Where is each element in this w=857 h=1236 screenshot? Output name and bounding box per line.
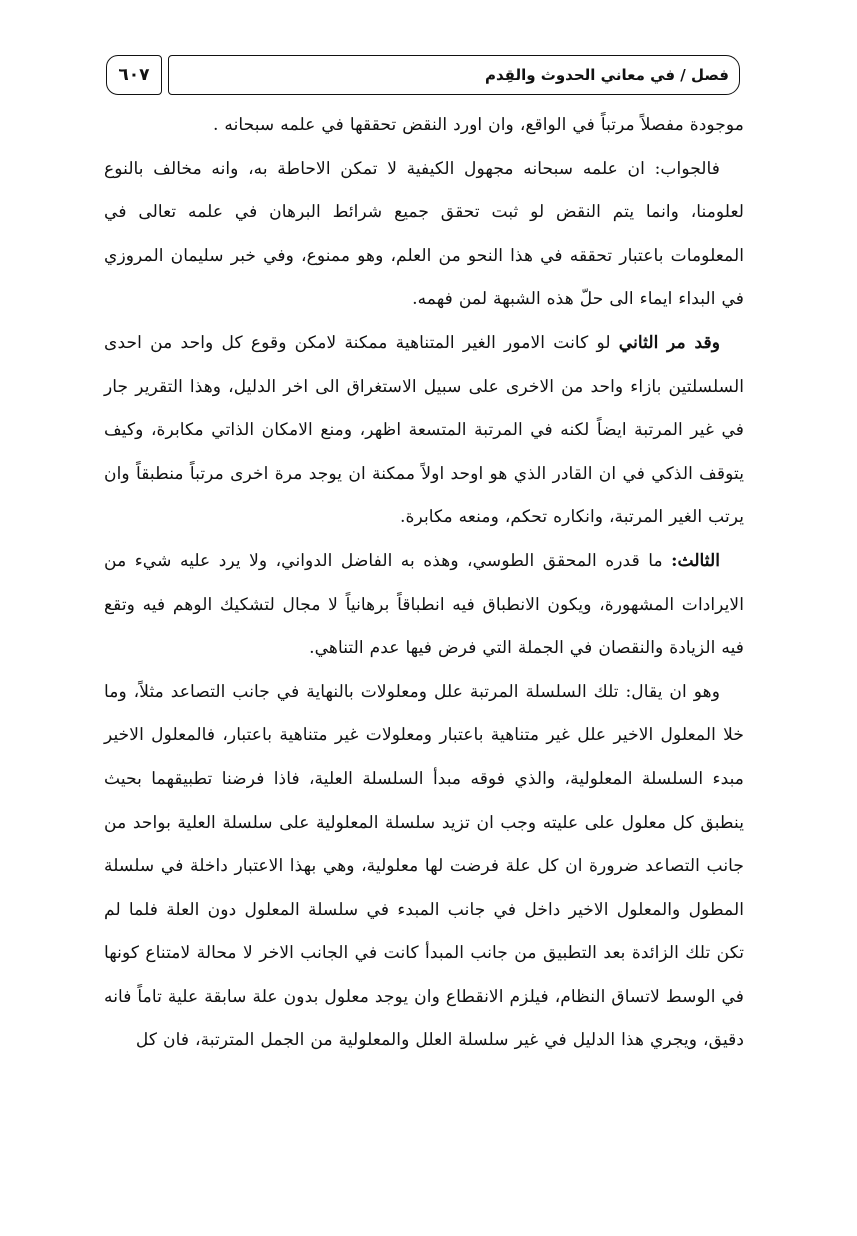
body-text (104, 104, 744, 1063)
paragraph (104, 104, 744, 148)
paragraph (104, 671, 744, 1063)
paragraph-text: ما قدره المحقق الطوسي، وهذه به الفاضل الدواني، ولا يرد عليه شيء من الايرادات المشهورة، ويكون الانطباق فيه انطباقاً برهانياً لا مجال لتشكيك الوهم فيه وتقع فيه الزيادة والنقصان في الجملة التي فرض فيها عدم التناهي. (104, 550, 744, 659)
paragraph-text: لو كانت الامور الغير المتناهية ممكنة لامكن وقوع كل واحد من احدى السلسلتين بازاء واحد من الاخرى على سبيل الاستغراق الى اخر الدليل، وهذا التقرير جار في غير المرتبة ايضاً لكنه في المرتبة المتسعة اظهر، ومنع الامكان الذاتي مكابرة، وكيف يتوقف الذكي في ان القادر الذي هو اوحد اولاً ممكنة ان يوجد مرة اخرى مرتباً منطبقاً وان يرتب الغير المرتبة، وانكاره تحكم، ومنعه مكابرة. (104, 332, 744, 528)
paragraph-text: فالجواب: ان علمه سبحانه مجهول الكيفية لا تمكن الاحاطة به، وانه مخالف بالنوع لعلومنا، وانما يتم النقض لو ثبت تحقق جميع شرائط البرهان في علمه تعالى في المعلومات باعتبار تحققه في هذا النحو من العلم، وهو ممنوع، وفي خبر سليمان المروزي في البداء ايماء الى حلّ هذه الشبهة لمن فهمه. (104, 158, 744, 310)
paragraph-text: موجودة مفصلاً مرتباً في الواقع، وان اورد النقض تحققها في علمه سبحانه . (212, 115, 744, 135)
chapter-title: فصل / في معاني الحدوث والقِدم (168, 55, 740, 95)
paragraph (104, 540, 744, 671)
paragraph-lead-term: وقد مر الثاني (618, 332, 720, 353)
paragraph (104, 148, 744, 322)
paragraph-text: وهو ان يقال: تلك السلسلة المرتبة علل ومعلولات بالنهاية في جانب التصاعد مثلاً، وما خلا المعلول الاخير علل غير متناهية باعتبار ومعلولات غير متناهية باعتبار، فالمعلول الاخير مبدء السلسلة المعلولية، والذي فوقه مبدأ السلسلة العلية، فاذا فرضنا تطبيقهما بحيث ينطبق كل معلول على عليته وجب ان تزيد سلسلة المعلولية على سلسلة العلية بواحد من جانب التصاعد ضرورة ان كل علة فرضت لها معلولية، وهي بهذا الاعتبار داخلة في سلسلة المطول والمعلول الاخير داخل في جانب المبدء في سلسلة المعلول دون العلة فلما لم تكن تلك الزائدة بعد التطبيق من جانب المبدأ كانت في الجانب الاخر لا محالة لامتناع كونها في الوسط لاتساق النظام، فيلزم الانقطاع وان يوجد معلول بدون علة سابقة علية تاماً فانه دقيق، ويجري هذا الدليل في غير سلسلة العلل والمعلولية من الجمل المترتبة، فان كل (104, 681, 744, 1051)
running-header (106, 55, 740, 99)
paragraph (104, 322, 744, 540)
page-number: ٦٠٧ (106, 55, 162, 95)
paragraph-lead-term: الثالث: (671, 550, 720, 571)
